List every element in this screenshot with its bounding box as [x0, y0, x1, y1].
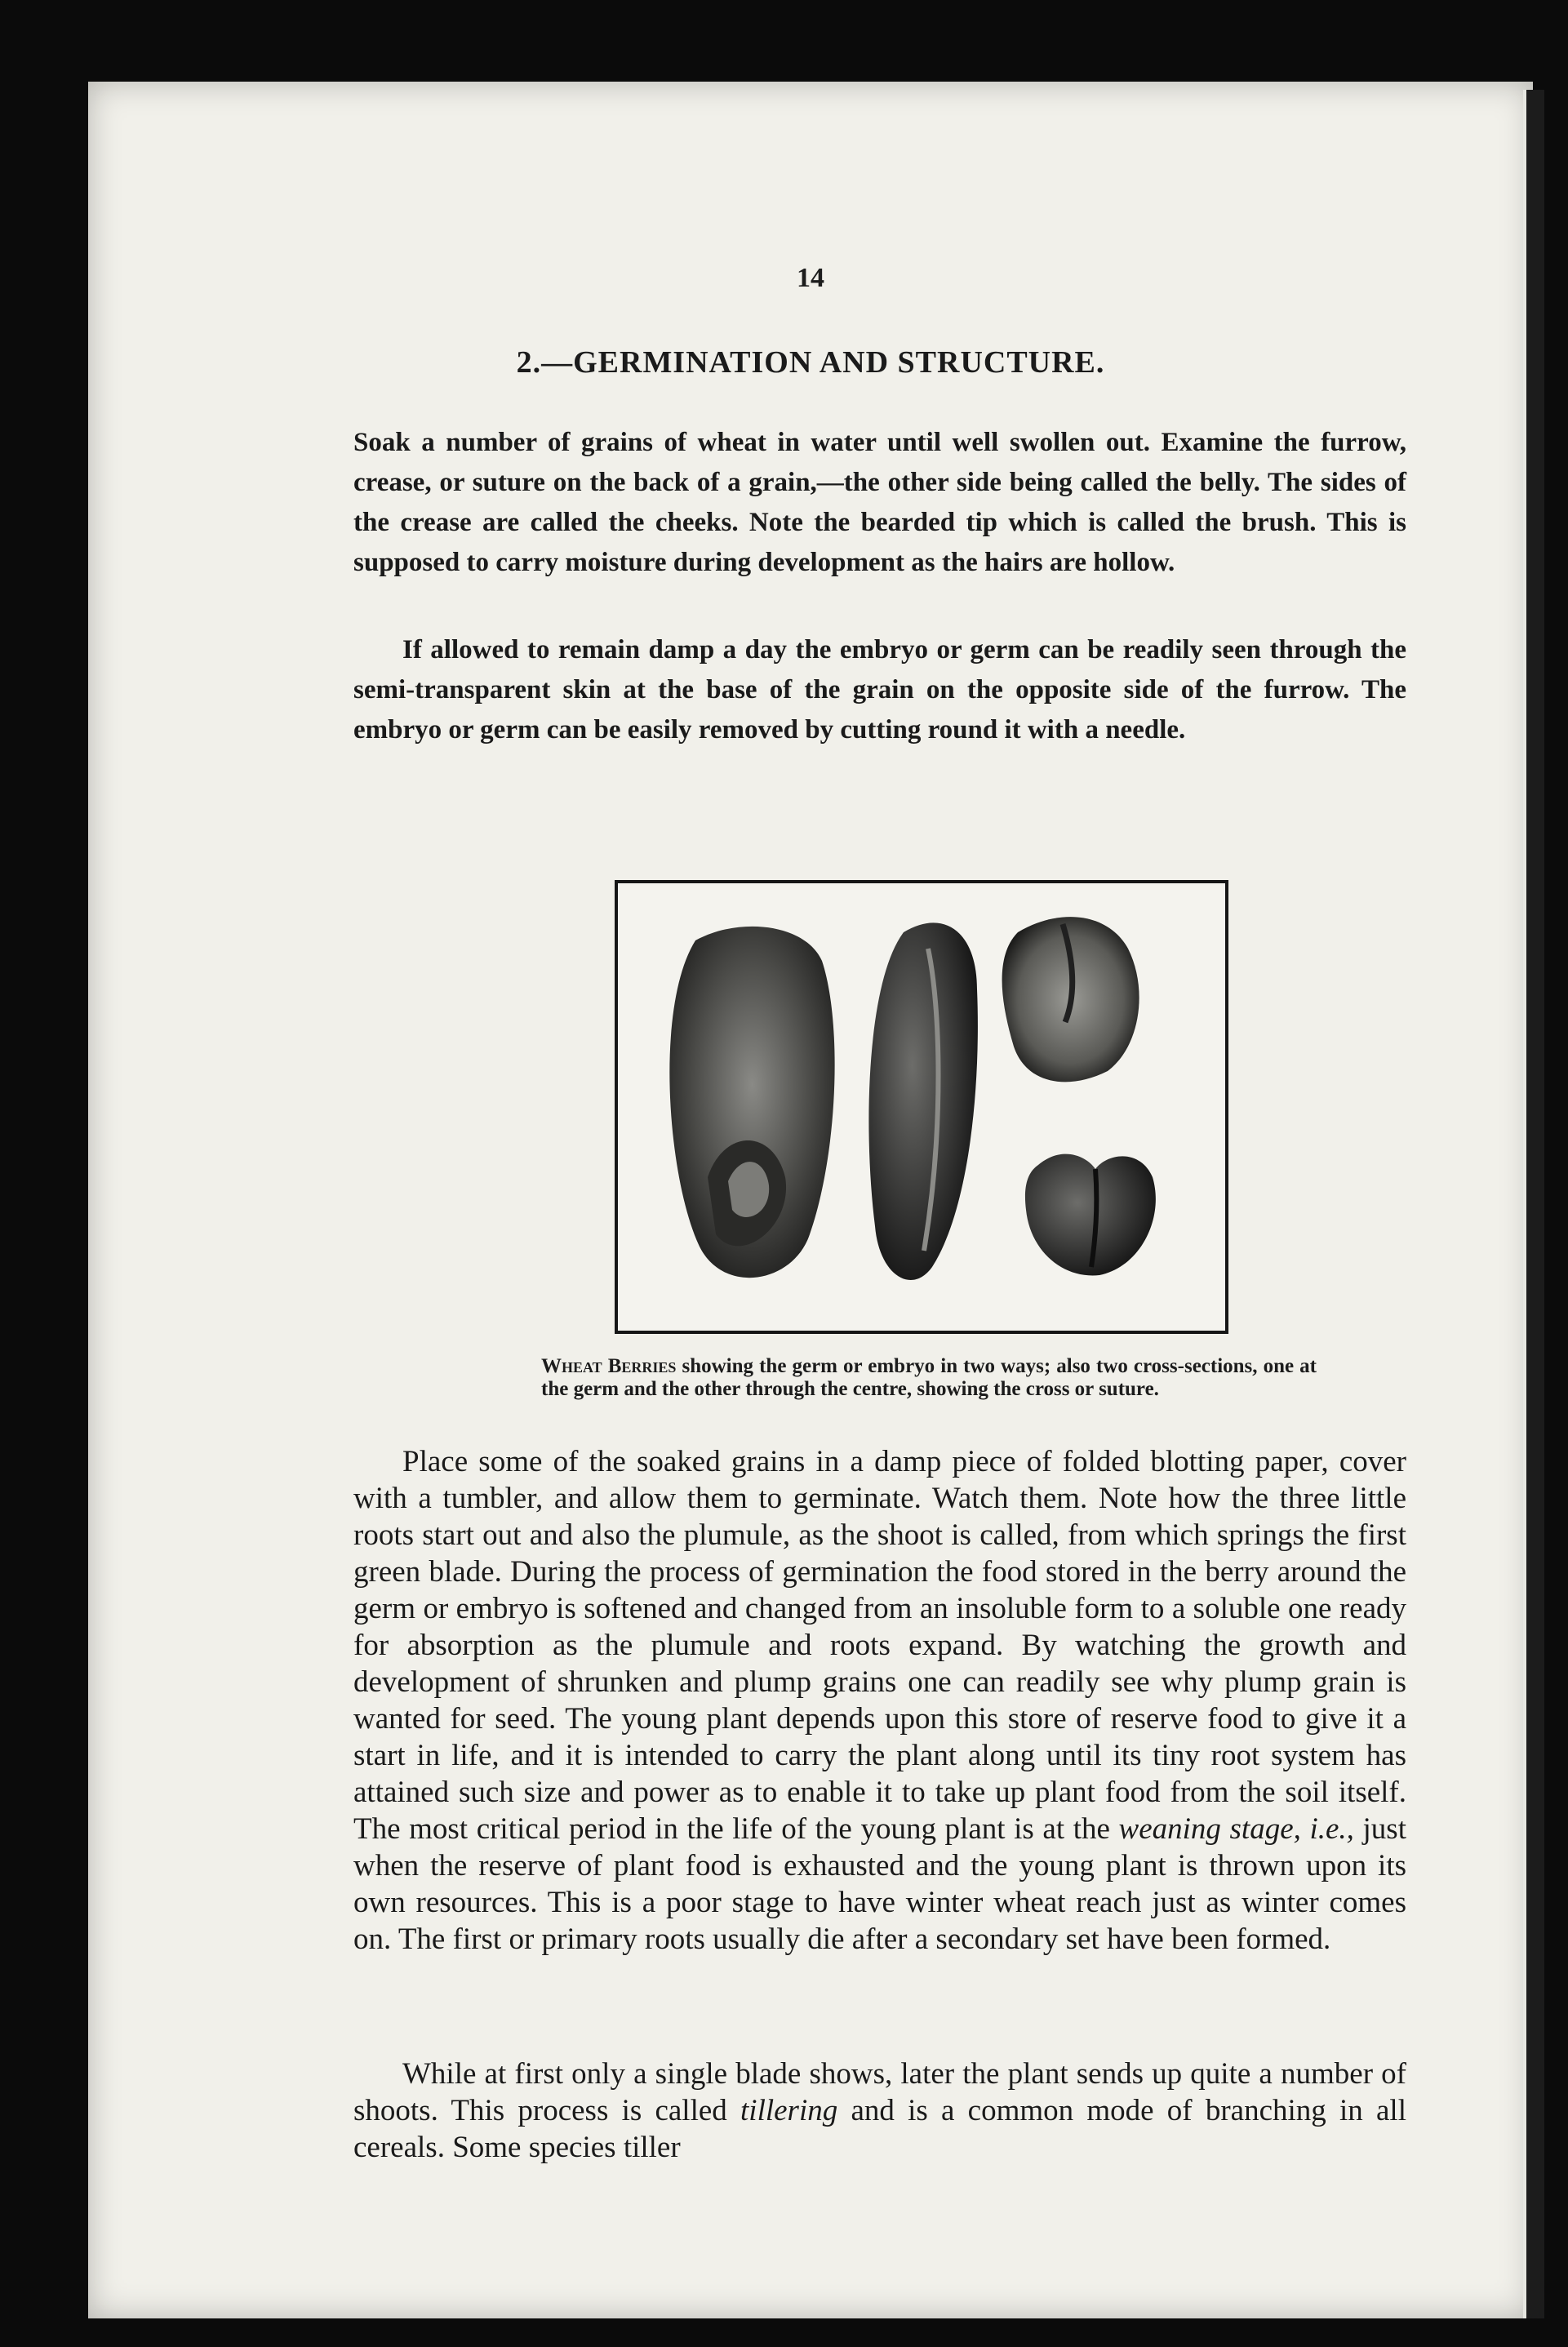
section-title: 2.—GERMINATION AND STRUCTURE.	[516, 345, 1105, 380]
caption-lead: Wheat Berries	[541, 1355, 677, 1377]
germinate-text-1: Place some of the soaked grains in a damp piece of folded blotting paper, cover with a tumbler, and allow them to germinate. Watch them. Note how the three little roots start out and also the plumule, as the shoot is called, from which springs the first green blade. During the process of germination the food stored in the berry around the germ or embryo is softened and changed from an insoluble form to a soluble one ready for absorption as the plumule and roots expand. By watching the growth and development of shrunken and plump grains one can readily see why plump grain is wanted for seed. The young plant depends upon this store of reserve food to give it a start in life, and it is intended to carry the plant along until its tiny root system has attained such size and power as to enable it to take up plant food from the soil itself. The most critical period in the life of the young plant is at the	[353, 1445, 1406, 1846]
adjacent-page-edge	[1523, 90, 1544, 2318]
berry-side-view	[868, 922, 978, 1280]
germinate-text-2: just when the reserve of plant food is exhausted and the young plant is thrown upon its own resources. This is a poor stage to have winter wheat reach just as winter comes on. The first or primary roots usually die after a secondary set have been formed.	[353, 1812, 1406, 1956]
paragraph-soak-grains: Soak a number of grains of wheat in water until well swollen out. Examine the furrow, crease, or suture on the back of a grain,—the other side being called the belly. The sides of the crease are called the cheeks. Note the bearded tip which is called the brush. This is supposed to carry moisture during development as the hairs are hollow.	[353, 428, 1406, 577]
page-number: 14	[797, 263, 824, 293]
paragraph-germinate	[353, 1443, 1406, 1958]
tillering-text-1: While at first only a single blade shows, later the plant sends up quite a number of shoots. This process is called	[353, 2057, 1406, 2127]
paragraph-tillering	[353, 2056, 1406, 2166]
tillering-italic: tillering	[740, 2094, 838, 2127]
caption-rest: showing the germ or embryo in two ways; also two cross-sections, one at the germ and the other through the centre, showing the cross or suture.	[541, 1355, 1317, 1400]
paragraph-embryo: If allowed to remain damp a day the embryo or germ can be readily seen through the semi-transparent skin at the base of the grain on the opposite side of the furrow. The embryo or germ can be easily removed by cutting round it with a needle.	[353, 635, 1406, 745]
wheat-berries-illustration	[618, 883, 1225, 1331]
germinate-italic: weaning stage, i.e.,	[1118, 1812, 1354, 1846]
tillering-text-2: and is a common mode of branching in all cereals. Some species tiller	[353, 2094, 1406, 2164]
book-page	[88, 82, 1533, 2318]
wheat-berries-figure	[615, 880, 1228, 1334]
figure-caption	[541, 1355, 1317, 1401]
